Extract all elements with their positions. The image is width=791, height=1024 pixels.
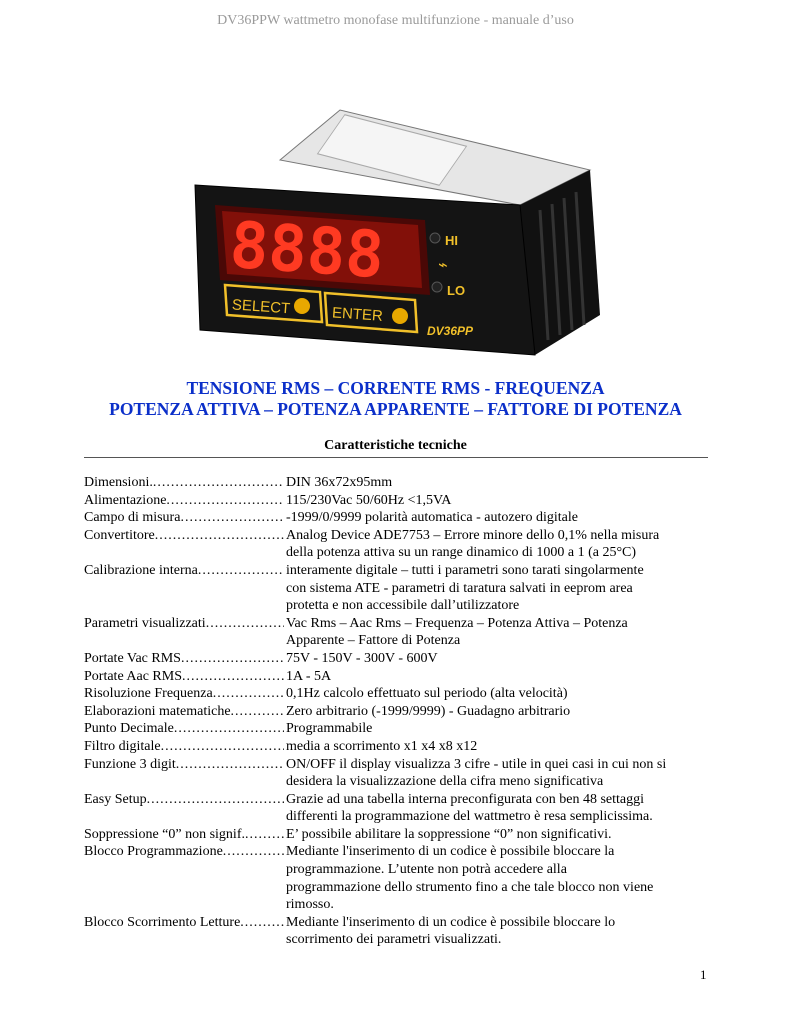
- device-photo: [190, 90, 610, 370]
- leader-dots: [181, 650, 284, 668]
- spec-row: [84, 791, 714, 826]
- specs-heading: Caratteristiche tecniche: [324, 438, 467, 453]
- leader-dots: [147, 791, 284, 826]
- spec-value-line: interamente digitale – tutti i parametri sono tarati singolarmente: [286, 562, 644, 578]
- spec-label-cell: [84, 615, 284, 650]
- spec-label-cell: [84, 527, 284, 562]
- leader-dots: [166, 492, 284, 510]
- spec-value-line: DIN 36x72x95mm: [286, 475, 393, 490]
- spec-value-line: differenti la programmazione del wattmetro è resa semplicissima.: [286, 809, 653, 825]
- spec-label: Risoluzione Frequenza: [84, 686, 213, 702]
- select-label: SELECT: [231, 296, 291, 318]
- spec-value: [284, 527, 714, 562]
- spec-value-line: Mediante l'inserimento di un codice è possibile bloccare lo: [286, 914, 616, 930]
- spec-label: Alimentazione: [84, 492, 167, 508]
- spec-value: [284, 492, 714, 510]
- spec-value-line: della potenza attiva su un range dinamico di 1000 a 1 (a 25°C): [286, 545, 637, 561]
- switch-symbol: ⌁: [438, 255, 448, 274]
- spec-value-line: media a scorrimento x1 x4 x8 x12: [286, 738, 478, 754]
- spec-label: Punto Decimale: [84, 721, 174, 737]
- spec-label: Calibrazione interna: [84, 562, 198, 578]
- spec-value-line: 1A - 5A: [286, 668, 332, 684]
- spec-value: [284, 509, 714, 527]
- spec-label-cell: [84, 685, 284, 703]
- leader-dots: [182, 668, 284, 686]
- spec-label-cell: [84, 791, 284, 826]
- spec-value: [284, 650, 714, 668]
- spec-value: [284, 474, 714, 492]
- spec-label-cell: [84, 826, 284, 844]
- spec-label: Parametri visualizzati: [84, 615, 206, 631]
- spec-value: [284, 843, 714, 913]
- leader-dots: [153, 474, 284, 492]
- spec-row: [84, 914, 714, 949]
- spec-label-cell: [84, 562, 284, 615]
- spec-label: Filtro digitale: [84, 738, 161, 754]
- spec-value: [284, 738, 714, 756]
- spec-row: [84, 562, 714, 615]
- page-number: 1: [700, 967, 707, 982]
- leader-dots: [213, 685, 284, 703]
- spec-value-line: Grazie ad una tabella interna preconfigurata con ben 48 settaggi: [286, 791, 645, 807]
- spec-value-line: 75V - 150V - 300V - 600V: [286, 650, 438, 666]
- spec-row: [84, 509, 714, 527]
- leader-dots: [180, 509, 284, 527]
- spec-label: Convertitore: [84, 527, 155, 543]
- spec-value-line: rimosso.: [286, 897, 334, 913]
- spec-row: [84, 668, 714, 686]
- spec-value-line: Analog Device ADE7753 – Errore minore dello 0,1% nella misura: [286, 527, 660, 543]
- spec-value-line: 0,1Hz calcolo effettuato sul periodo (alta velocità): [286, 686, 568, 702]
- spec-label-cell: [84, 650, 284, 668]
- spec-row: [84, 703, 714, 721]
- leader-dots: [223, 843, 284, 913]
- spec-value-line: Mediante l'inserimento di un codice è possibile bloccare la: [286, 844, 615, 860]
- hi-led: [430, 233, 440, 243]
- spec-label: Blocco Programmazione: [84, 844, 223, 860]
- hi-label: HI: [445, 233, 458, 248]
- spec-label-cell: [84, 703, 284, 721]
- lo-led: [432, 282, 442, 292]
- leader-dots: [206, 615, 284, 650]
- spec-value-line: -1999/0/9999 polarità automatica - autozero digitale: [286, 510, 578, 526]
- spec-value: [284, 826, 714, 844]
- spec-value: [284, 562, 714, 615]
- spec-value: [284, 668, 714, 686]
- spec-value: [284, 720, 714, 738]
- spec-label-cell: [84, 668, 284, 686]
- spec-row: [84, 474, 714, 492]
- spec-value-line: programmazione dello strumento fino a che tale blocco non viene: [286, 879, 654, 895]
- leader-dots: [245, 826, 284, 844]
- spec-label-cell: [84, 474, 284, 492]
- spec-value-line: ON/OFF il display visualizza 3 cifre - utile in quei casi in cui non si: [286, 756, 667, 772]
- spec-label: Blocco Scorrimento Letture: [84, 914, 241, 930]
- spec-value: [284, 914, 714, 949]
- spec-value-line: desidera la visualizzazione della cifra meno significativa: [286, 774, 604, 790]
- spec-value: [284, 703, 714, 721]
- spec-label-cell: [84, 756, 284, 791]
- heading-rule: [84, 457, 708, 458]
- spec-value-line: Zero arbitrario (-1999/9999) - Guadagno arbitrario: [286, 703, 571, 719]
- spec-row: [84, 826, 714, 844]
- enter-label: ENTER: [331, 304, 384, 325]
- spec-label: Easy Setup: [84, 791, 147, 807]
- running-header: DV36PPW wattmetro monofase multifunzione - manuale d’uso: [217, 13, 574, 28]
- leader-dots: [198, 562, 284, 615]
- leader-dots: [231, 703, 284, 721]
- spec-label: Portate Vac RMS: [84, 650, 181, 666]
- spec-value-line: Apparente – Fattore di Potenza: [286, 633, 461, 649]
- leader-dots: [155, 527, 284, 562]
- model-label: DV36PP: [427, 324, 474, 338]
- spec-label-cell: [84, 509, 284, 527]
- spec-value: [284, 791, 714, 826]
- spec-label: Soppressione “0” non signif.: [84, 826, 245, 842]
- spec-value: [284, 685, 714, 703]
- spec-label-cell: [84, 843, 284, 913]
- specs-table: [84, 474, 714, 949]
- lo-label: LO: [447, 283, 466, 298]
- document-title: [0, 378, 791, 420]
- spec-value-line: programmazione. L’utente non potrà accedere alla: [286, 862, 567, 878]
- select-button: [294, 298, 310, 314]
- spec-row: [84, 756, 714, 791]
- enter-button: [392, 308, 408, 324]
- spec-label-cell: [84, 914, 284, 949]
- spec-row: [84, 492, 714, 510]
- spec-label: Funzione 3 digit: [84, 756, 176, 772]
- spec-row: [84, 843, 714, 913]
- spec-label: Dimensioni.: [84, 475, 153, 490]
- spec-row: [84, 615, 714, 650]
- title-line-1: TENSIONE RMS – CORRENTE RMS - FREQUENZA: [186, 378, 605, 398]
- spec-label-cell: [84, 738, 284, 756]
- spec-label: Elaborazioni matematiche: [84, 703, 231, 719]
- spec-row: [84, 685, 714, 703]
- spec-value-line: Programmabile: [286, 721, 373, 737]
- spec-value-line: E’ possibile abilitare la soppressione “0” non significativi.: [286, 826, 612, 842]
- spec-label-cell: [84, 720, 284, 738]
- spec-label: Campo di misura: [84, 510, 181, 526]
- spec-label-cell: [84, 492, 284, 510]
- spec-value-line: protetta e non accessibile dall’utilizzatore: [286, 598, 520, 614]
- leader-dots: [174, 720, 284, 738]
- spec-value: [284, 756, 714, 791]
- leader-dots: [176, 756, 284, 791]
- spec-row: [84, 738, 714, 756]
- title-line-2: POTENZA ATTIVA – POTENZA APPARENTE – FATTORE DI POTENZA: [109, 399, 682, 419]
- leader-dots: [240, 914, 284, 949]
- spec-value-line: con sistema ATE - parametri di taratura salvati in eeprom area: [286, 580, 633, 596]
- spec-label: Portate Aac RMS: [84, 668, 182, 684]
- spec-value-line: Vac Rms – Aac Rms – Frequenza – Potenza Attiva – Potenza: [286, 615, 628, 631]
- spec-row: [84, 720, 714, 738]
- display-digits: 8888: [227, 208, 387, 294]
- spec-value-line: 115/230Vac 50/60Hz <1,5VA: [286, 492, 452, 508]
- spec-row: [84, 650, 714, 668]
- spec-value: [284, 615, 714, 650]
- leader-dots: [161, 738, 284, 756]
- spec-row: [84, 527, 714, 562]
- spec-value-line: scorrimento dei parametri visualizzati.: [286, 932, 502, 948]
